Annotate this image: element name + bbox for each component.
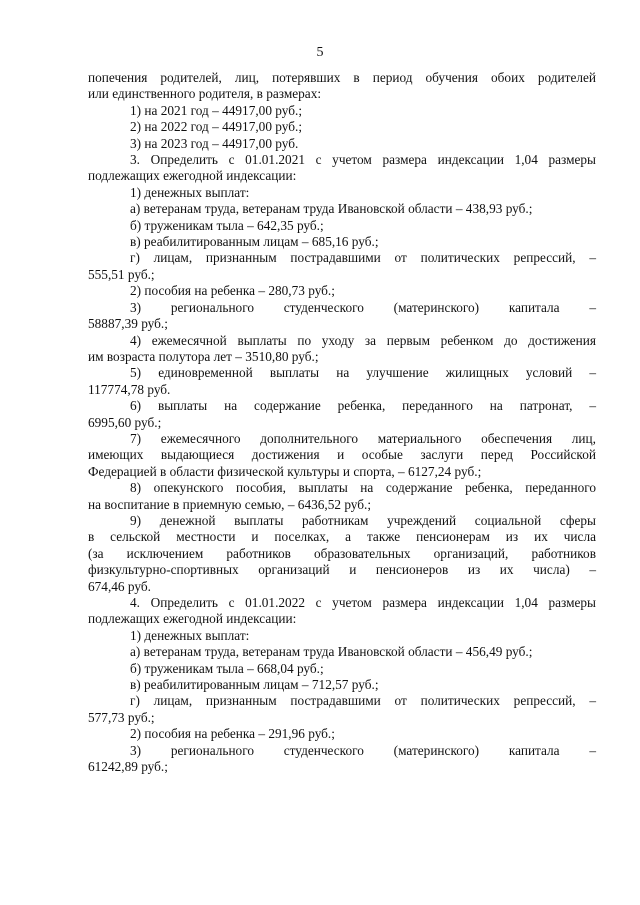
text-line: а) ветеранам труда, ветеранам труда Ивановской области – 456,49 руб.; <box>130 644 533 660</box>
text-line: 1) денежных выплат: <box>130 184 250 200</box>
text-line: в сельской местности и поселках, а также пенсионерам из их числа <box>88 529 596 545</box>
text-line: 6995,60 руб.; <box>88 414 162 430</box>
text-line: 2) пособия на ребенка – 280,73 руб.; <box>130 283 335 299</box>
text-line: б) труженикам тыла – 642,35 руб.; <box>130 217 324 233</box>
text-line: 3. Определить с 01.01.2021 с учетом размера индексации 1,04 размеры <box>130 152 596 168</box>
text-line: или единственного родителя, в размерах: <box>88 86 322 102</box>
text-line: подлежащих ежегодной индексации: <box>88 168 297 184</box>
text-line: б) труженикам тыла – 668,04 руб.; <box>130 660 324 676</box>
text-line: на воспитание в приемную семью, – 6436,52 руб.; <box>88 496 372 512</box>
document-body <box>88 70 596 775</box>
text-line: 3) регионального студенческого (материнского) капитала – <box>130 742 596 758</box>
text-line: 4) ежемесячной выплаты по уходу за первым ребенком до достижения <box>130 332 596 348</box>
text-line: 4. Определить с 01.01.2022 с учетом размера индексации 1,04 размеры <box>130 595 596 610</box>
text-line: имеющих выдающиеся достижения и особые заслуги перед Российской <box>88 447 596 463</box>
text-line: 2) пособия на ребенка – 291,96 руб.; <box>130 726 335 742</box>
text-line: 5) единовременной выплаты на улучшение жилищных условий – <box>130 365 596 381</box>
text-line: в) реабилитированным лицам – 712,57 руб.; <box>130 677 379 693</box>
text-line: а) ветеранам труда, ветеранам труда Ивановской области – 438,93 руб.; <box>130 201 533 217</box>
text-line: Федерацией в области физической культуры и спорта, – 6127,24 руб.; <box>88 463 482 479</box>
page-number: 5 <box>316 45 324 60</box>
text-line: им возраста полутора лет – 3510,80 руб.; <box>88 348 319 364</box>
text-line: 577,73 руб.; <box>88 709 155 725</box>
text-line: 1) денежных выплат: <box>130 627 250 643</box>
text-line: 555,51 руб.; <box>88 266 155 282</box>
text-line: 58887,39 руб.; <box>88 316 168 332</box>
text-line: г) лицам, признанным пострадавшими от политических репрессий, – <box>130 250 596 266</box>
text-line: подлежащих ежегодной индексации: <box>88 611 297 627</box>
text-line: 7) ежемесячного дополнительного материального обеспечения лиц, <box>130 430 596 446</box>
text-line: г) лицам, признанным пострадавшими от политических репрессий, – <box>130 693 596 709</box>
text-line: 2) на 2022 год – 44917,00 руб.; <box>130 119 303 135</box>
text-line: 8) опекунского пособия, выплаты на содержание ребенка, переданного <box>130 480 596 496</box>
text-line: 674,46 руб. <box>88 578 151 594</box>
text-line: 3) на 2023 год – 44917,00 руб. <box>130 135 299 151</box>
text-line: попечения родителей, лиц, потерявших в период обучения обоих родителей <box>88 70 596 85</box>
text-line: 61242,89 руб.; <box>88 759 168 775</box>
text-line: 117774,78 руб. <box>88 381 171 397</box>
text-line: 9) денежной выплаты работникам учреждений социальной сферы <box>130 512 596 528</box>
text-line: 3) регионального студенческого (материнского) капитала – <box>130 299 596 315</box>
text-line: 6) выплаты на содержание ребенка, переданного на патронат, – <box>130 398 596 414</box>
text-line: 1) на 2021 год – 44917,00 руб.; <box>130 102 303 118</box>
text-line: (за исключением работников образовательных организаций, работников <box>88 545 596 561</box>
text-line: физкультурно-спортивных организаций и пенсионеров из их числа) – <box>88 562 596 578</box>
text-line: в) реабилитированным лицам – 685,16 руб.; <box>130 234 379 250</box>
